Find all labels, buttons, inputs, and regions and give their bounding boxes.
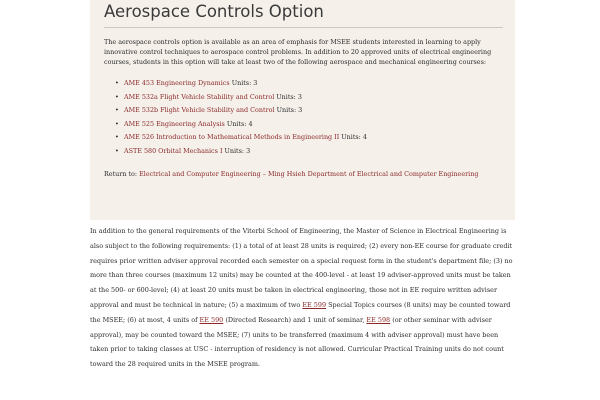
- bullet-icon: •: [115, 79, 119, 87]
- requirements-text: (Directed Research) and 1 unit of seminar,: [223, 315, 365, 324]
- course-item[interactable]: [115, 104, 503, 118]
- aerospace-option-box: [90, 0, 515, 220]
- bullet-icon: •: [115, 119, 119, 128]
- option-intro-text: The aerospace controls option is available as an area of emphasis for MSEE students interested in learning to apply innovative control techniques to aerospace control problems. In addition to 20 approved units of electrical engineering courses, students in this option will take at least two of the following aerospace and mechanical engineering courses:: [104, 38, 492, 66]
- ee598-link[interactable]: EE 598: [366, 315, 391, 324]
- course-units: Units: 3: [231, 79, 258, 87]
- course-name[interactable]: ASTE 580 Orbital Mechanics I: [124, 146, 223, 155]
- course-units: Units: 4: [341, 133, 367, 142]
- bullet-icon: •: [115, 106, 119, 115]
- course-units: Units: 3: [276, 106, 303, 115]
- return-to-line: [104, 169, 503, 179]
- heading-divider: [104, 27, 503, 28]
- section-heading: Aerospace Controls Option: [104, 2, 324, 21]
- department-link[interactable]: Electrical and Computer Engineering – Ming Hsieh Department of Electrical and Computer Engineering: [139, 169, 479, 178]
- course-item[interactable]: [115, 91, 503, 105]
- course-name[interactable]: AME 453 Engineering Dynamics: [124, 79, 230, 87]
- bullet-icon: •: [115, 133, 119, 142]
- requirements-text: Special Topics courses (8 units) may be counted toward the MSEE; (6) at most, 4 units of: [90, 300, 511, 324]
- course-name[interactable]: AME 532a Flight Vehicle Stability and Control: [124, 92, 275, 101]
- return-label: Return to:: [104, 169, 138, 178]
- requirements-paragraph: [90, 224, 515, 372]
- course-item[interactable]: [115, 77, 503, 91]
- course-item[interactable]: [115, 118, 503, 132]
- ee599-link[interactable]: EE 599: [302, 300, 327, 309]
- bullet-icon: •: [115, 146, 119, 155]
- course-name[interactable]: AME 526 Introduction to Mathematical Methods in Engineering II: [124, 133, 340, 142]
- course-list: [104, 77, 503, 159]
- ee590-link[interactable]: EE 590: [199, 315, 224, 324]
- requirements-text: (or other seminar with adviser approval), may be counted toward the MSEE; (7) units to be transferred (maximum 4 with adviser approval) must have been taken prior to taking classes at USC - interruption of residency is not allowed. Curricular Practical Training units do not count toward the 28 required units in the MSEE program.: [90, 315, 504, 369]
- course-item[interactable]: [115, 131, 503, 145]
- course-units: Units: 3: [224, 146, 251, 155]
- course-units: Units: 4: [226, 119, 253, 128]
- requirements-text: In addition to the general requirements of the Viterbi School of Engineering, the Master of Science in Electrical Engineering is also subject to the following requirements: (1) a total of at least 28 units is required; (2) every non-EE course for graduate credit requires prior written adviser approval recorded each semester on a special request form in the student's department file; (3) no more than three courses (maximum 12 units) may be counted at the 400-level - at least 19 adviser-approved units must be taken at the 500- or 600-level; (4) at least 20 units must be taken in electrical engineering, those not in EE require written adviser approval and must be technical in nature; (5) a maximum of two: [90, 227, 513, 309]
- course-item[interactable]: [115, 145, 503, 159]
- bullet-icon: •: [115, 92, 119, 101]
- course-units: Units: 3: [276, 92, 302, 101]
- course-name[interactable]: AME 532b Flight Vehicle Stability and Control: [124, 106, 275, 115]
- course-name[interactable]: AME 525 Engineering Analysis: [124, 119, 225, 128]
